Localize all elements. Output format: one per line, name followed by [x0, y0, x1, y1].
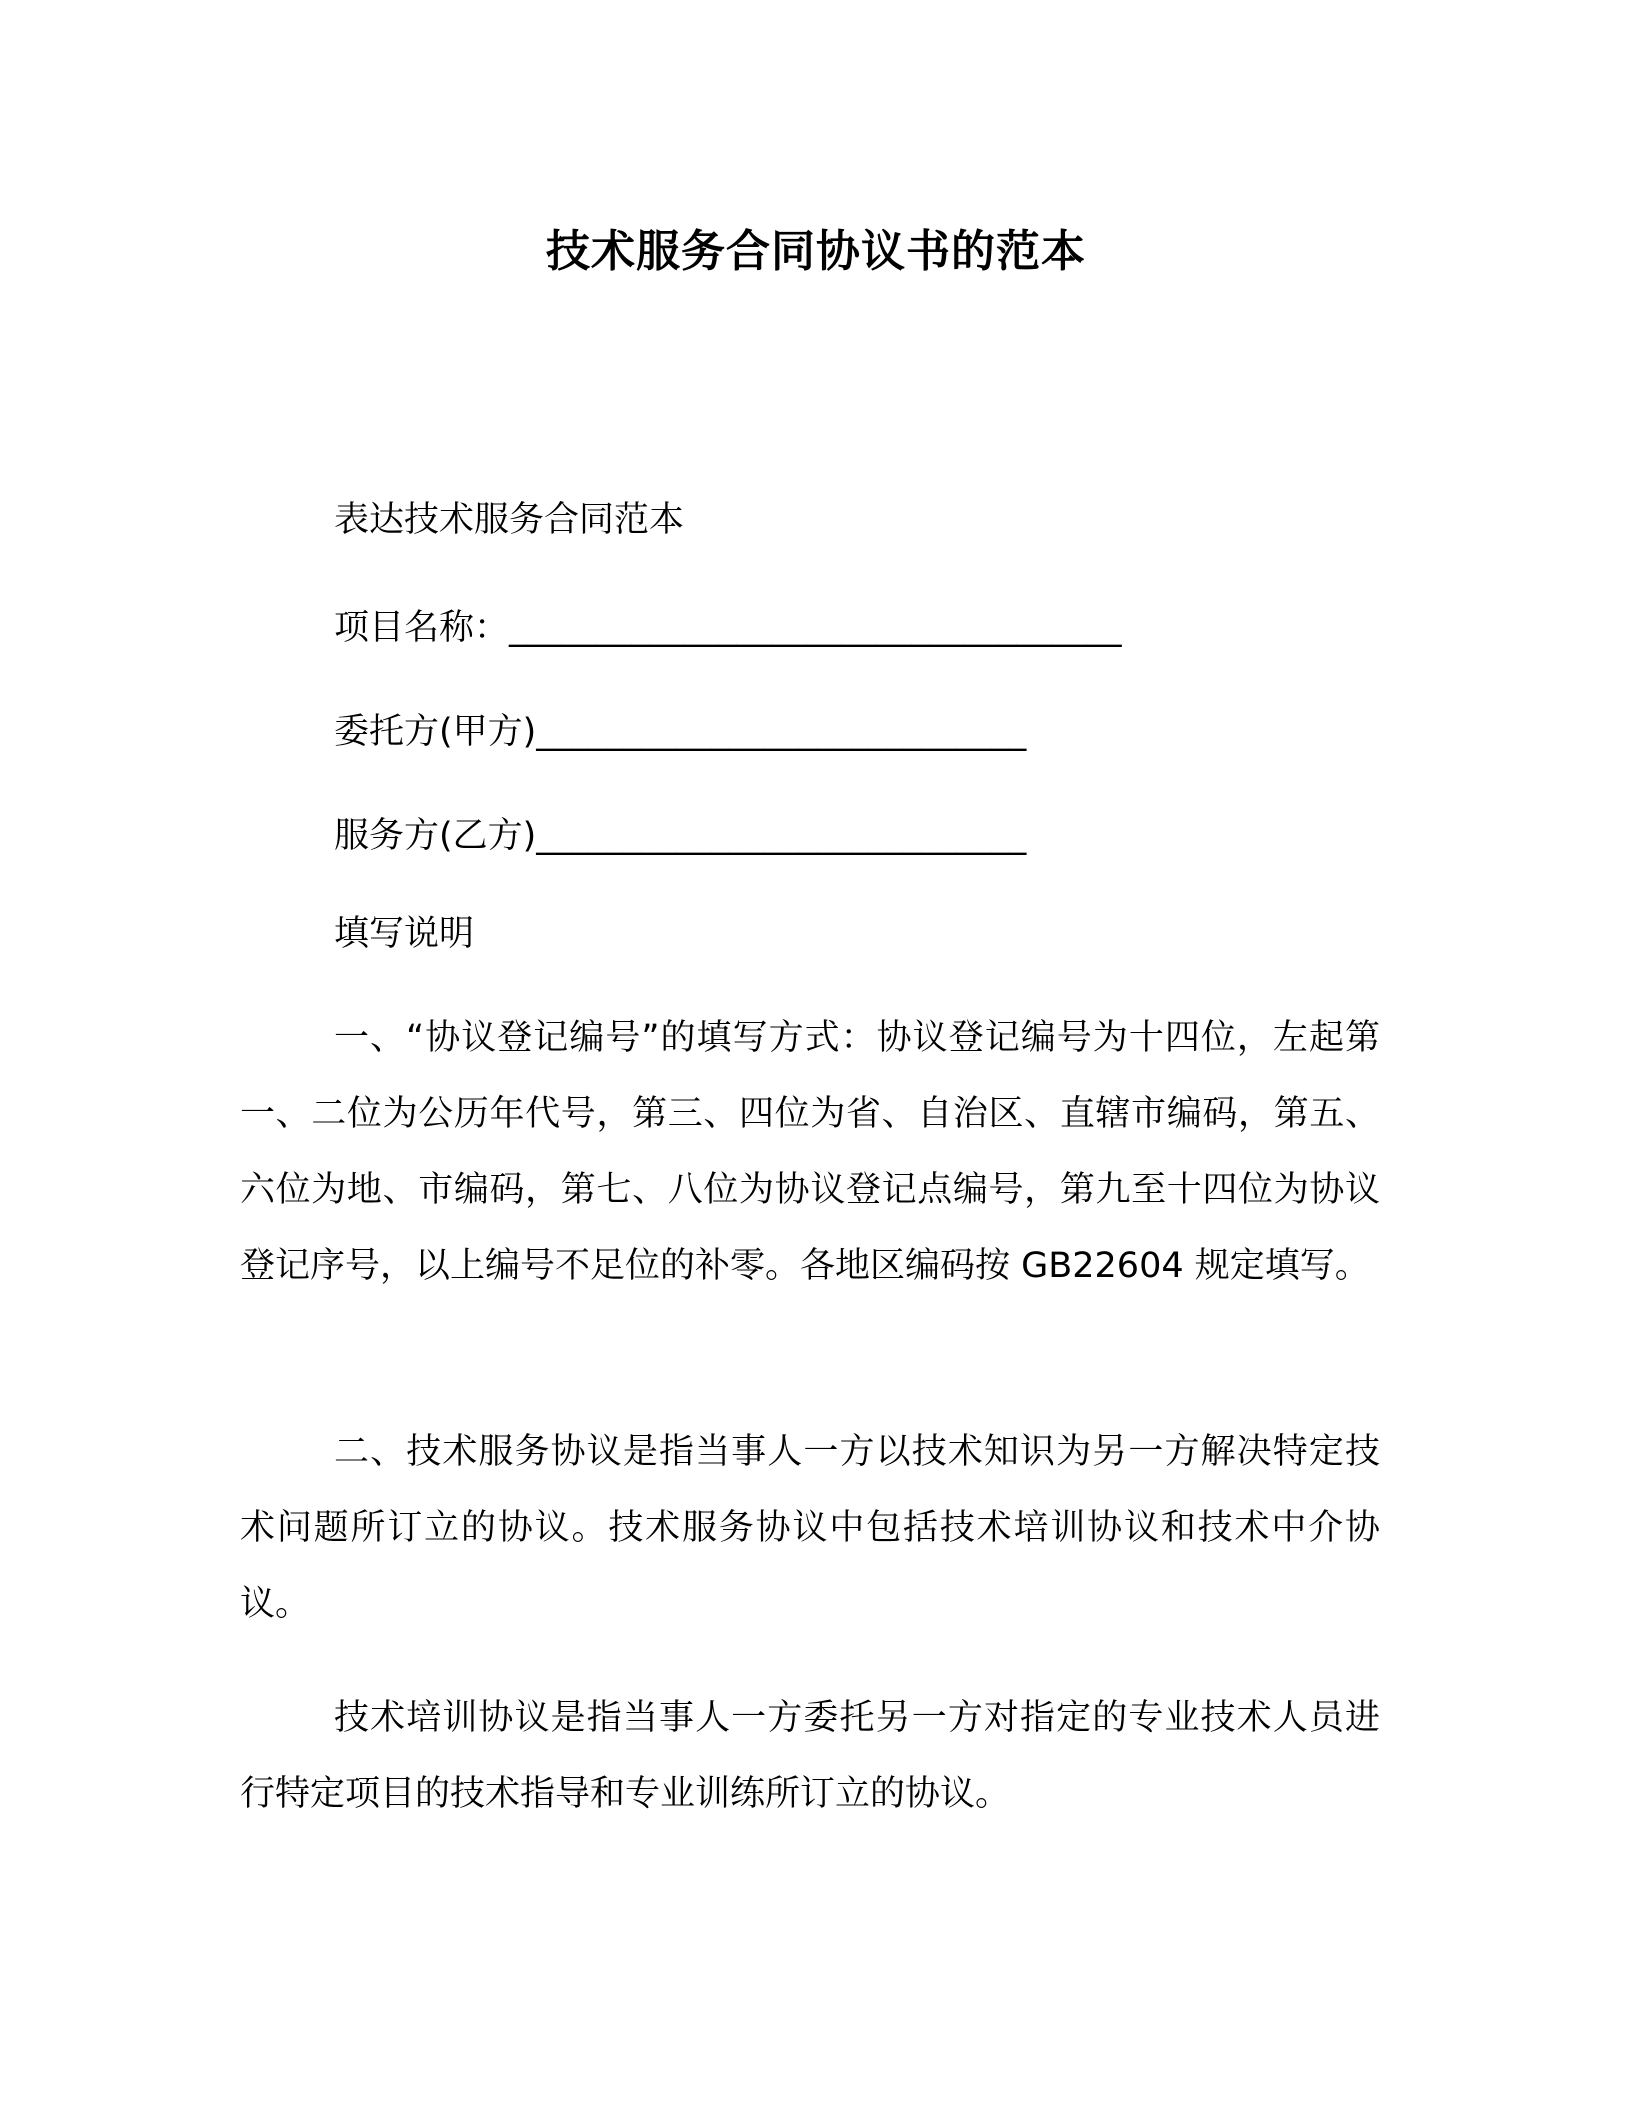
field-client-party-a: 委托方(甲方)____________________________	[334, 712, 1027, 752]
paragraph-technical-service: 二、技术服务协议是指当事人一方以技术知识为另一方解决特定技术问题所订立的协议。技术服务协议中包括技术培训协议和技术中介协议。	[240, 1432, 1380, 1624]
section-heading: 填写说明	[334, 914, 475, 954]
document-subtitle: 表达技术服务合同范本	[334, 500, 685, 540]
field-provider-party-b: 服务方(乙方)____________________________	[334, 816, 1027, 856]
field-project-name: 项目名称：___________________________________	[334, 608, 1122, 648]
paragraph-registration-number: 一、“协议登记编号”的填写方式：协议登记编号为十四位，左起第一、二位为公历年代号，第三、四位为省、自治区、直辖市编码，第五、六位为地、市编码，第七、八位为协议登记点编号，第九至十四位为协议登记序号，以上编号不足位的补零。各地区编码按 GB22604 规定填写。	[240, 1018, 1380, 1286]
paragraph-technical-training: 技术培训协议是指当事人一方委托另一方对指定的专业技术人员进行特定项目的技术指导和专业训练所订立的协议。	[240, 1698, 1380, 1814]
document-title: 技术服务合同协议书的范本	[546, 226, 1086, 277]
